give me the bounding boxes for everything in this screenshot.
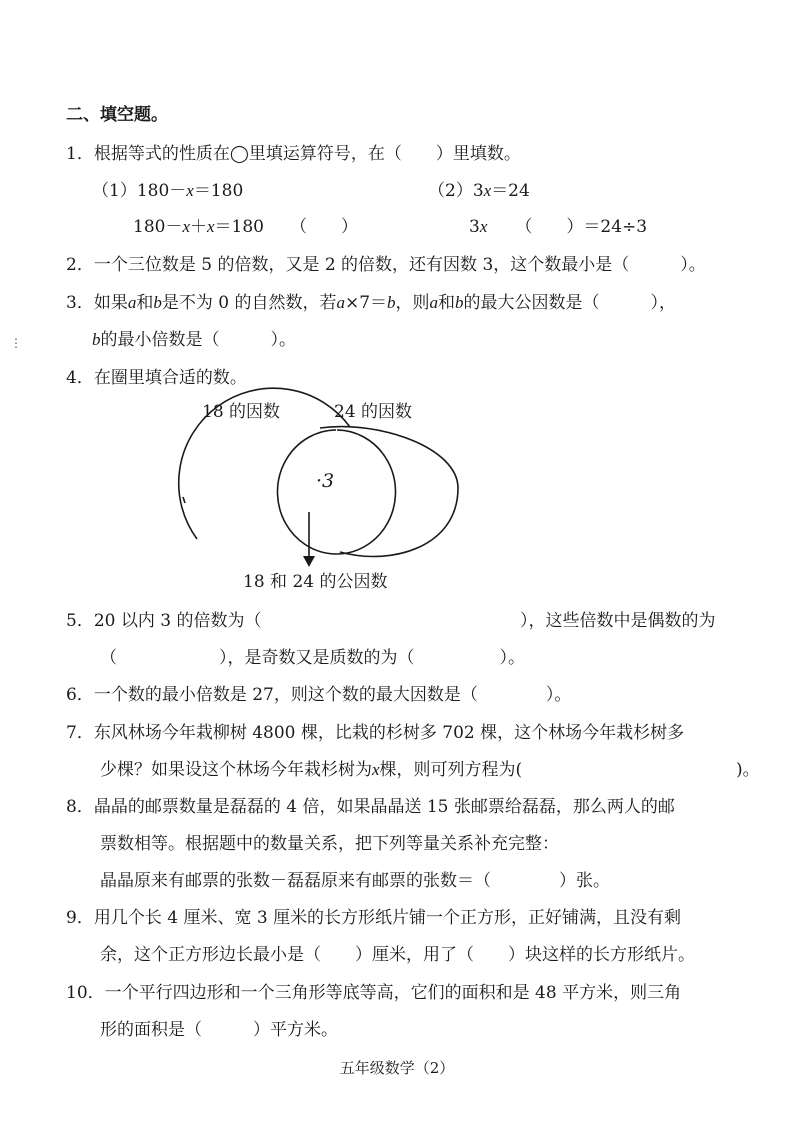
q7-line2c: )。	[736, 760, 760, 780]
q2: 2．一个三位数是 5 的倍数，又是 2 的倍数，还有因数 3，这个数最小是（ ）。	[66, 255, 706, 275]
q7-line2a: 少棵？如果设这个林场今年栽杉树为x棵，则可列方程为(	[100, 760, 523, 780]
q9-line2: 余，这个正方形边长最小是（ ）厘米，用了（ ）块这样的长方形纸片。	[100, 945, 695, 965]
q10-line1: 10．一个平行四边形和一个三角形等底等高，它们的面积和是 48 平方米，则三角	[66, 983, 682, 1003]
q5-line2: （ ），是奇数又是质数的为（ ）。	[100, 648, 525, 668]
q1-part2-eq1: （2）3x＝24	[428, 181, 530, 201]
venn-label-common: 18 和 24 的公因数	[243, 572, 388, 592]
venn-label-18: 18 的因数	[202, 402, 281, 422]
page-footer: 五年级数学（2）	[339, 1059, 455, 1077]
q3-line2: b的最小倍数是（ ）。	[92, 330, 296, 350]
q10-line2: 形的面积是（ ）平方米。	[100, 1020, 338, 1040]
q8-line3: 晶晶原来有邮票的张数－磊磊原来有邮票的张数＝（ ）张。	[100, 871, 610, 891]
venn-handwritten-3: ·3	[316, 470, 335, 492]
q8-line2: 票数相等。根据题中的数量关系，把下列等量关系补充完整：	[100, 834, 559, 854]
q5-line1a: 5．20 以内 3 的倍数为（	[66, 611, 262, 631]
q5-line1b: ），这些倍数中是偶数的为	[520, 611, 716, 631]
venn-label-24: 24 的因数	[334, 402, 413, 422]
q1-stem: 1．根据等式的性质在◯里填运算符号，在（ ）里填数。	[66, 144, 521, 164]
section-title: 二、填空题。	[66, 105, 168, 125]
q4-stem: 4．在圈里填合适的数。	[66, 368, 247, 388]
margin-mark: ⋮	[10, 336, 22, 350]
q8-line1: 8．晶晶的邮票数量是磊磊的 4 倍，如果晶晶送 15 张邮票给磊磊，那么两人的邮	[66, 797, 675, 817]
q1-part1-eq1: （1）180－x＝180	[92, 181, 244, 201]
q3-line1: 3．如果a和b是不为 0 的自然数，若a×7＝b，则a和b的最大公因数是（ ），	[66, 293, 677, 313]
venn-stray-mark	[183, 497, 185, 503]
circle-24-circle	[278, 430, 396, 554]
q6: 6．一个数的最小倍数是 27，则这个数的最大因数是（ ）。	[66, 685, 572, 705]
arrow-head	[303, 556, 315, 567]
q1-part2-eq2: 3x （ ）＝24÷3	[469, 217, 648, 237]
q7-line1: 7．东风林场今年栽柳树 4800 棵，比栽的杉树多 702 棵，这个林场今年栽杉树多	[66, 723, 685, 743]
q1-part1-eq2: 180－x＋x＝180 （ ）	[133, 217, 358, 237]
circle-18-arc	[179, 388, 350, 539]
circle-24-outer-arc	[320, 427, 458, 557]
q9-line1: 9．用几个长 4 厘米、宽 3 厘米的长方形纸片铺一个正方形，正好铺满，且没有剩	[66, 908, 682, 928]
